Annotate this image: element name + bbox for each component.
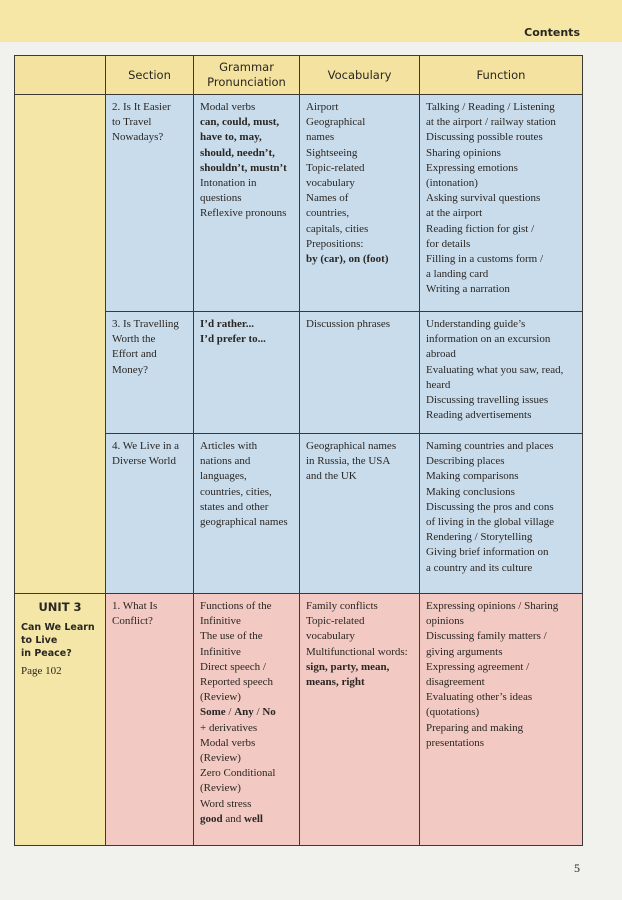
text-segment: Any [234, 706, 254, 719]
text-line: Modal verbs [200, 101, 256, 113]
text-line: Asking survival questions [426, 192, 541, 205]
function-column-header: Function [420, 56, 583, 95]
text-segment: Some [200, 706, 226, 719]
text-line: questions [200, 192, 242, 205]
text-line: Topic-related [306, 161, 365, 174]
function-cell [420, 434, 583, 594]
table-row [15, 95, 583, 312]
section-column-header: Section [106, 56, 194, 95]
text-segment: (Review) [200, 782, 241, 795]
text-line: Worth the [112, 333, 156, 346]
unit-column-header [15, 56, 106, 95]
text-line: of living in the global village [426, 516, 555, 529]
text-line [200, 797, 294, 812]
text-line: Sharing opinions [426, 146, 501, 159]
text-line [200, 751, 294, 766]
text-line [200, 675, 294, 690]
text-line: Reading advertisements [426, 409, 532, 422]
text-line: Prepositions: [306, 237, 364, 250]
text-line: a landing card [426, 268, 489, 281]
text-line: Multifunctional words: [306, 645, 408, 658]
text-line: Money? [112, 363, 149, 376]
text-line [200, 812, 294, 827]
function-cell [420, 95, 583, 312]
text-line: 1. What Is [112, 600, 158, 612]
text-line: have to, may, [200, 131, 262, 144]
text-line: Discussing travelling issues [426, 394, 549, 407]
text-line: Conflict? [112, 615, 153, 628]
function-cell [420, 312, 583, 434]
text-line: Describing places [426, 455, 505, 468]
text-line: Evaluating other’s ideas [426, 691, 533, 704]
text-segment: / [225, 706, 235, 719]
table-header-row [15, 56, 583, 95]
text-line: information on an excursion [426, 333, 551, 346]
text-line: Can We Learn [21, 622, 95, 634]
text-line: by (car), on (foot) [306, 253, 389, 266]
text-line: Preparing and making [426, 721, 524, 734]
vocabulary-cell [300, 434, 420, 594]
text-line: vocabulary [306, 177, 355, 190]
section-cell [106, 312, 194, 434]
text-line [200, 599, 294, 614]
text-line: shouldn’t, mustn’t [200, 161, 287, 174]
grammar-cell [194, 434, 300, 594]
page-number: 5 [574, 861, 580, 875]
unit-3-page-ref: Page 102 [21, 665, 62, 678]
text-line: to Travel [112, 116, 152, 129]
text-segment: No [262, 706, 276, 719]
text-line: and the UK [306, 470, 357, 483]
text-line: Understanding guide’s [426, 318, 526, 330]
text-line: Rendering / Storytelling [426, 531, 533, 544]
grammar-pronunciation-header-text: Grammar Pronunciation [207, 60, 286, 89]
text-segment: Direct speech / [200, 660, 266, 673]
text-line: Expressing opinions / Sharing [426, 600, 559, 612]
unit-3-subtitle [21, 621, 99, 660]
text-segment: The use of the [200, 630, 263, 643]
text-line: Geographical names [306, 440, 397, 452]
text-line: at the airport [426, 207, 483, 220]
section-cell [106, 594, 194, 846]
text-line [200, 721, 294, 736]
text-line: Expressing agreement / [426, 660, 530, 673]
text-line: geographical names [200, 516, 288, 529]
text-segment: (Review) [200, 691, 241, 704]
text-line: abroad [426, 348, 456, 361]
text-line: opinions [426, 615, 464, 628]
text-line: Making comparisons [426, 470, 519, 483]
text-line: Naming countries and places [426, 440, 554, 452]
unit-3-title: UNIT 3 [38, 600, 82, 614]
text-line: for details [426, 237, 471, 250]
text-line: in Peace? [21, 648, 72, 660]
text-line: states and other [200, 500, 269, 513]
text-line: Evaluating what you saw, read, [426, 363, 564, 376]
text-line: nations and [200, 455, 251, 468]
unit-3-cell [15, 594, 106, 846]
text-line: Diverse World [112, 455, 176, 468]
text-line [200, 766, 294, 781]
vocabulary-cell [300, 95, 420, 312]
vocabulary-cell [300, 312, 420, 434]
text-segment: Reported speech [200, 676, 273, 689]
text-segment: and [222, 812, 245, 825]
text-line: vocabulary [306, 630, 355, 643]
grammar-cell [194, 594, 300, 846]
text-line: Giving brief information on [426, 546, 549, 559]
text-line: I’d rather... [200, 318, 254, 330]
text-line: Discussing family matters / [426, 630, 547, 643]
page-header-label: Contents [524, 26, 580, 39]
vocabulary-column-header: Vocabulary [300, 56, 420, 95]
grammar-cell [194, 95, 300, 312]
text-line [200, 660, 294, 675]
text-segment: / [253, 706, 263, 719]
text-line: in Russia, the USA [306, 455, 391, 468]
text-line: Writing a narration [426, 283, 510, 296]
unit-cell [15, 95, 106, 594]
text-line [200, 781, 294, 796]
grammar-column-header [194, 56, 300, 95]
text-line [200, 690, 294, 705]
text-line: Reflexive pronouns [200, 207, 287, 220]
text-line: (intonation) [426, 177, 478, 190]
text-line: means, right [306, 676, 365, 689]
text-line: Names of [306, 192, 349, 205]
text-line: 3. Is Travelling [112, 318, 179, 330]
section-cell [106, 434, 194, 594]
text-line: capitals, cities [306, 222, 369, 235]
text-line: giving arguments [426, 645, 503, 658]
text-segment: + derivatives [200, 721, 258, 734]
text-line: Reading fiction for gist / [426, 222, 535, 235]
text-line: Nowadays? [112, 131, 164, 144]
function-cell [420, 594, 583, 846]
text-line: I’d prefer to... [200, 333, 266, 346]
text-line: can, could, must, [200, 116, 280, 129]
text-line: Airport [306, 101, 339, 113]
text-line: languages, [200, 470, 247, 483]
text-segment: Infinitive [200, 645, 241, 658]
text-segment: Modal verbs [200, 736, 256, 749]
text-line: Family conflicts [306, 600, 378, 612]
contents-table [14, 55, 583, 846]
text-line: countries, [306, 207, 350, 220]
text-line [200, 736, 294, 751]
text-line: Articles with [200, 440, 258, 452]
text-line: heard [426, 378, 451, 391]
text-line [200, 705, 294, 720]
text-segment: Word stress [200, 797, 252, 810]
text-line: Topic-related [306, 615, 365, 628]
grammar-cell [194, 312, 300, 434]
text-line [200, 645, 294, 660]
text-line: 4. We Live in a [112, 440, 180, 452]
text-line: Talking / Reading / Listening [426, 101, 555, 113]
text-segment: Zero Conditional [200, 767, 276, 780]
section-cell [106, 95, 194, 312]
text-line: Effort and [112, 348, 157, 361]
text-segment: Functions of the [200, 600, 272, 612]
text-line: 2. Is It Easier [112, 101, 171, 113]
text-line [200, 614, 294, 629]
text-line: Making conclusions [426, 485, 515, 498]
text-line: disagreement [426, 676, 485, 689]
text-line: a country and its culture [426, 561, 533, 574]
text-line: Expressing emotions [426, 161, 518, 174]
text-line: Filling in a customs form / [426, 253, 544, 266]
text-line: to Live [21, 635, 58, 647]
text-line: Intonation in [200, 177, 257, 190]
text-line: sign, party, mean, [306, 660, 390, 673]
text-line: Discussing possible routes [426, 131, 543, 144]
text-segment: good [200, 812, 223, 825]
text-line: presentations [426, 736, 485, 749]
text-line: Geographical [306, 116, 366, 129]
text-segment: Infinitive [200, 615, 241, 628]
text-line: Discussing the pros and cons [426, 500, 554, 513]
text-line: Sightseeing [306, 146, 358, 159]
text-line: (quotations) [426, 706, 480, 719]
text-line: names [306, 131, 335, 144]
text-line: countries, cities, [200, 485, 272, 498]
table-row-unit-3 [15, 594, 583, 846]
text-line [200, 629, 294, 644]
text-line: Discussion phrases [306, 318, 391, 330]
text-line: should, needn’t, [200, 146, 275, 159]
vocabulary-cell [300, 594, 420, 846]
text-segment: (Review) [200, 752, 241, 765]
text-segment: well [244, 812, 263, 825]
text-line: at the airport / railway station [426, 116, 556, 129]
